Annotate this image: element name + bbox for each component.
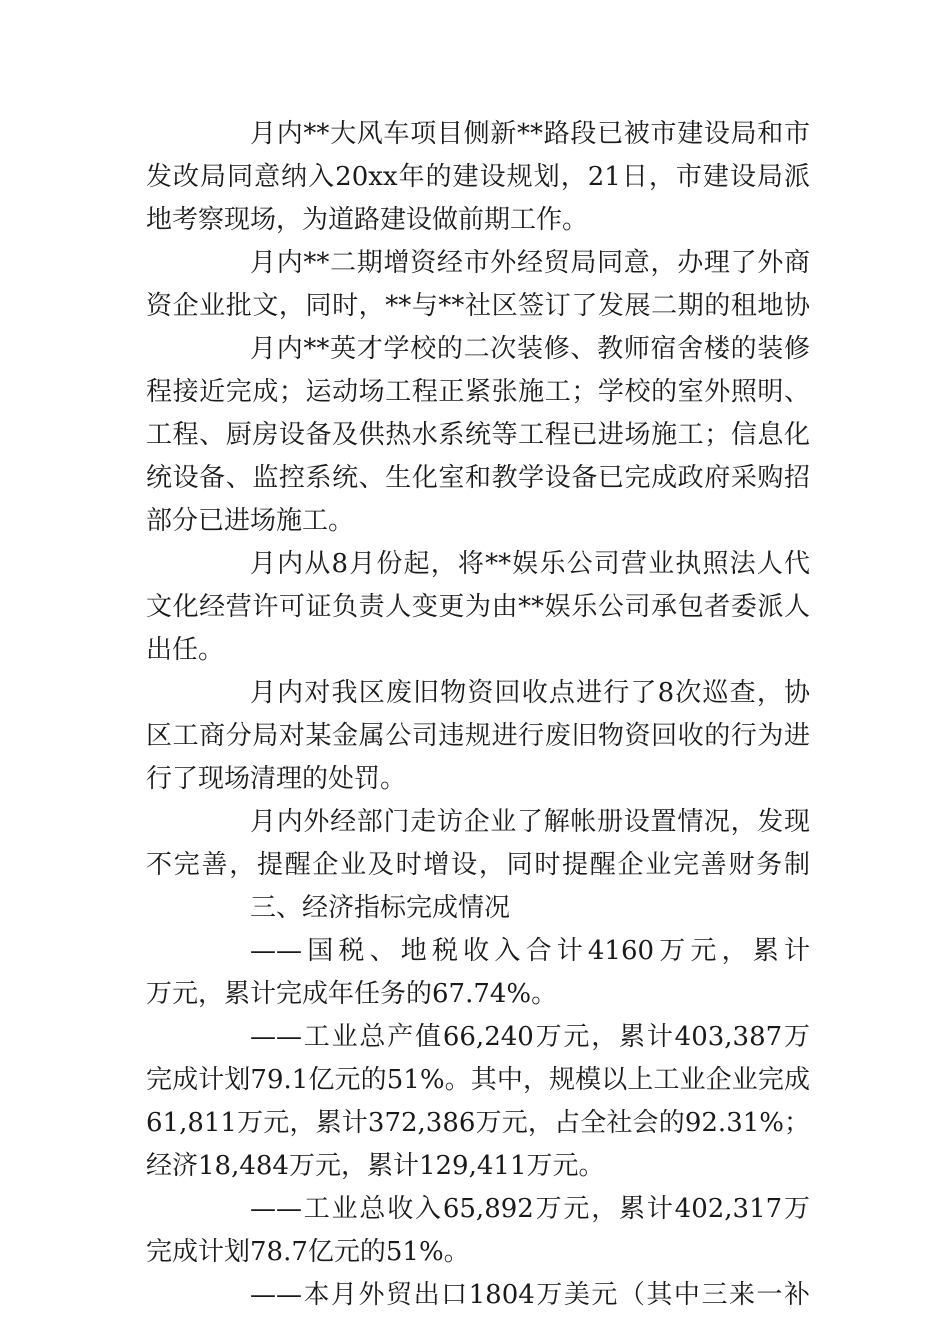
paragraph-first-line: 月内对我区废旧物资回收点进行了8次巡查，协 [250, 678, 810, 708]
paragraph-first-line: ——国税、地税收入合计4160万元，累计 [250, 936, 810, 966]
paragraph-line: 经济18,484万元，累计129,411万元。 [146, 1151, 605, 1181]
paragraph-line: 出任。 [146, 635, 225, 665]
paragraph-first-line: ——工业总产值66,240万元，累计403,387万 [250, 1022, 810, 1052]
paragraph-line: 万元，累计完成年任务的67.74%。 [146, 979, 558, 1009]
paragraph-line: 工程、厨房设备及供热水系统等工程已进场施工；信息化 [146, 420, 810, 450]
paragraph-line: 不完善，提醒企业及时增设，同时提醒企业完善财务制 [146, 850, 810, 880]
paragraph-line: 地考察现场，为道路建设做前期工作。 [146, 205, 589, 235]
paragraph-first-line: 三、经济指标完成情况 [250, 893, 511, 923]
document-body [146, 113, 810, 1317]
paragraph-line: 区工商分局对某金属公司违规进行废旧物资回收的行为进 [146, 721, 810, 751]
paragraph-line: 完成计划78.7亿元的51%。 [146, 1237, 470, 1267]
paragraph-line: 资企业批文，同时，**与**社区签订了发展二期的租地协 [146, 291, 810, 321]
paragraph-first-line: 月内**大风车项目侧新**路段已被市建设局和市 [250, 119, 810, 149]
paragraph-first-line: 月内**二期增资经市外经贸局同意，办理了外商 [250, 248, 810, 278]
paragraph-first-line: 月内外经部门走访企业了解帐册设置情况，发现 [250, 807, 810, 837]
paragraph-line: 61,811万元，累计372,386万元，占全社会的92.31%； [146, 1108, 810, 1138]
paragraph-first-line: 月内从8月份起，将**娱乐公司营业执照法人代 [250, 549, 810, 579]
paragraph-line: 部分已进场施工。 [146, 506, 355, 536]
paragraph-first-line: ——工业总收入65,892万元，累计402,317万 [250, 1194, 810, 1224]
paragraph-line: 完成计划79.1亿元的51%。其中，规模以上工业企业完成 [146, 1065, 810, 1095]
paragraph-line: 行了现场清理的处罚。 [146, 764, 407, 794]
paragraph-line: 程接近完成；运动场工程正紧张施工；学校的室外照明、 [146, 377, 810, 407]
paragraph-first-line: 月内**英才学校的二次装修、教师宿舍楼的装修 [250, 334, 810, 364]
paragraph-line: 文化经营许可证负责人变更为由**娱乐公司承包者委派人 [146, 592, 810, 622]
paragraph-first-line: ——本月外贸出口1804万美元（其中三来一补 [250, 1280, 810, 1310]
paragraph-line: 统设备、监控系统、生化室和教学设备已完成政府采购招 [146, 463, 810, 493]
paragraph-line: 发改局同意纳入20xx年的建设规划，21日，市建设局派 [146, 162, 810, 192]
